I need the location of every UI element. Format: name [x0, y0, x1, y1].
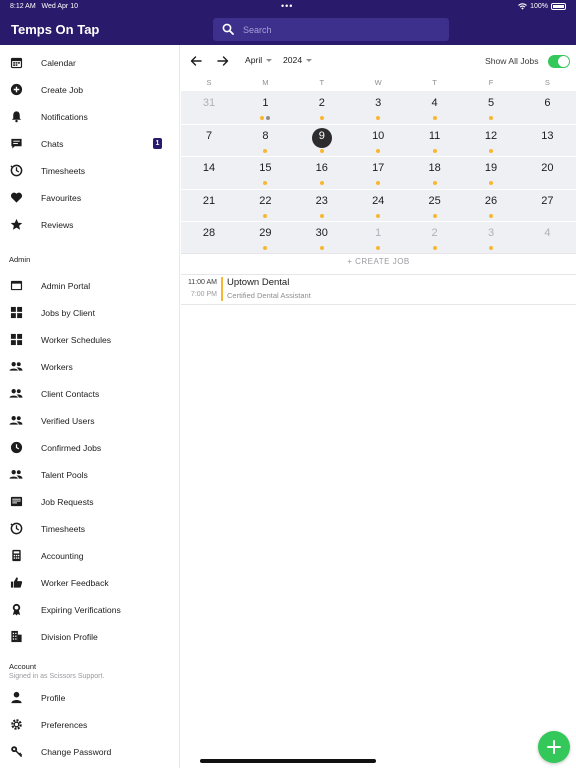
person-icon [9, 691, 23, 705]
arrow-left-icon [190, 55, 202, 67]
sidebar-item-worker-feedback[interactable] [0, 569, 180, 596]
sidebar-item-change-password[interactable] [0, 738, 180, 765]
job-indicators [519, 214, 575, 219]
next-month-button[interactable] [215, 53, 231, 69]
month-select[interactable] [245, 55, 272, 65]
day-number: 2 [431, 227, 438, 239]
day-number: 27 [541, 194, 554, 207]
people-icon [9, 360, 23, 374]
calendar-day[interactable] [181, 221, 237, 253]
toggle-knob [558, 56, 569, 67]
people-icon [9, 414, 23, 428]
calendar-day[interactable] [350, 221, 406, 253]
job-dot [489, 181, 493, 185]
divider [181, 253, 576, 254]
job-indicators [237, 116, 293, 121]
sidebar-item-jobs-by-client[interactable] [0, 299, 180, 326]
weekday-label: W [374, 78, 382, 87]
portal-icon [9, 279, 23, 293]
job-indicators [407, 214, 463, 219]
job-dot [320, 214, 324, 218]
calendar-day[interactable] [294, 189, 350, 221]
job-indicators [350, 149, 406, 154]
day-number: 4 [544, 227, 551, 239]
battery-percent: 100% [530, 3, 548, 10]
day-number: 13 [541, 129, 554, 142]
calendar-day[interactable] [237, 156, 293, 188]
job-indicators [350, 181, 406, 186]
calendar-day[interactable] [463, 221, 519, 253]
year-select[interactable] [283, 55, 312, 65]
sidebar-item-worker-schedules[interactable] [0, 326, 180, 353]
chat-icon [9, 137, 23, 151]
job-indicators [181, 214, 237, 219]
calendar-day-today[interactable] [294, 124, 350, 156]
day-number: 17 [372, 162, 385, 174]
job-indicators [463, 116, 519, 121]
calendar-day[interactable] [407, 189, 463, 221]
signed-in-text: Signed in as Scissors Support. [9, 673, 105, 680]
year-select-value: 2024 [283, 55, 303, 65]
event-end-time: 7:00 PM [190, 291, 217, 298]
weekday-header [181, 78, 576, 92]
battery-icon [551, 3, 566, 10]
day-number: 12 [484, 129, 498, 142]
day-number: 28 [202, 227, 216, 239]
day-number: 20 [541, 162, 554, 174]
job-indicators [519, 116, 575, 121]
show-all-jobs-label: Show All Jobs [485, 56, 539, 66]
divider [181, 304, 576, 305]
sidebar-item-label: Calendar [41, 57, 76, 68]
calendar-day[interactable] [294, 91, 350, 123]
day-number: 19 [484, 162, 498, 174]
sidebar-item-notifications[interactable] [0, 103, 180, 130]
job-dot [433, 246, 437, 250]
sidebar-item-reviews[interactable] [0, 211, 180, 238]
job-dot [489, 246, 493, 250]
clock-icon [9, 441, 23, 455]
job-dot [260, 116, 264, 120]
job-indicators [181, 246, 237, 251]
job-dot [433, 149, 437, 153]
calendar-day[interactable] [350, 91, 406, 123]
day-number: 10 [372, 129, 385, 142]
job-indicators [407, 246, 463, 251]
day-number: 18 [428, 162, 441, 174]
sidebar-item-label: Timesheets [41, 523, 86, 534]
day-number: 24 [372, 194, 385, 207]
plus-icon [547, 740, 561, 754]
day-number: 9 [318, 129, 325, 142]
job-indicators [181, 181, 237, 186]
day-number: 26 [484, 194, 498, 207]
job-dot [263, 181, 267, 185]
timesheet-icon [9, 522, 23, 536]
sidebar-item-chats[interactable] [0, 130, 180, 157]
job-indicators [407, 149, 463, 154]
calendar-day[interactable] [181, 189, 237, 221]
job-dot [376, 116, 380, 120]
create-job-button[interactable]: + CREATE JOB [347, 257, 410, 266]
calendar-day[interactable] [463, 156, 519, 188]
calendar-day[interactable] [519, 156, 575, 188]
job-indicators [519, 246, 575, 251]
job-indicators [237, 149, 293, 154]
sidebar-item-verified-users[interactable] [0, 407, 180, 434]
job-indicators [463, 246, 519, 251]
unread-badge: 1 [153, 138, 162, 149]
job-indicators [294, 149, 350, 154]
day-number: 15 [259, 162, 272, 174]
job-dot [320, 149, 324, 153]
thumbs-icon [9, 576, 23, 590]
day-number: 22 [259, 194, 272, 207]
calendar-view [181, 45, 576, 768]
show-all-jobs-toggle[interactable] [548, 55, 570, 68]
chevron-down-icon [306, 59, 312, 62]
calendar-day[interactable] [407, 156, 463, 188]
calendar-day[interactable] [519, 91, 575, 123]
calendar-day[interactable] [519, 221, 575, 253]
day-number: 8 [262, 129, 269, 142]
sidebar-item-preferences[interactable] [0, 711, 180, 738]
sidebar-item-calendar[interactable] [0, 49, 180, 76]
sidebar-item-label: Division Profile [41, 631, 98, 642]
sidebar-item-label: Preferences [41, 719, 88, 730]
sidebar-item-profile[interactable] [0, 684, 180, 711]
job-indicators [407, 181, 463, 186]
sidebar-item-accounting[interactable] [0, 542, 180, 569]
day-number: 23 [315, 194, 328, 207]
sidebar-item-label: Create Job [41, 84, 84, 95]
calendar-day[interactable] [463, 91, 519, 123]
calendar-day[interactable] [237, 91, 293, 123]
heart-icon [9, 191, 23, 205]
month-grid [181, 91, 576, 253]
event-title: Uptown Dental [227, 277, 290, 288]
job-dot [263, 246, 267, 250]
prev-month-button[interactable] [188, 53, 204, 69]
day-number: 11 [428, 129, 441, 142]
job-indicators [237, 214, 293, 219]
sidebar-item-workers[interactable] [0, 353, 180, 380]
calendar-day[interactable] [519, 189, 575, 221]
people-icon [9, 387, 23, 401]
chevron-down-icon [266, 59, 272, 62]
day-number: 16 [315, 162, 328, 174]
job-dot [376, 181, 380, 185]
app-title: Temps On Tap [11, 22, 100, 37]
search-box[interactable] [213, 18, 449, 41]
status-time: 8:12 AM Wed Apr 10 [10, 3, 78, 10]
calendar-day[interactable] [350, 156, 406, 188]
day-number: 1 [262, 97, 269, 109]
wifi-icon [518, 3, 527, 10]
job-dot [376, 214, 380, 218]
grid-icon [9, 333, 23, 347]
account-section-header: Account [9, 662, 37, 671]
job-indicators [350, 214, 406, 219]
gear-icon [9, 718, 23, 732]
job-indicators [350, 246, 406, 251]
calendar-day[interactable] [181, 156, 237, 188]
event-color-bar [221, 277, 223, 301]
timesheet-icon [9, 164, 23, 178]
weekday-label: S [206, 78, 212, 87]
weekday-label: S [544, 78, 550, 87]
calendar-day[interactable] [237, 189, 293, 221]
job-indicators [294, 181, 350, 186]
sidebar-item-label: Notifications [41, 111, 88, 122]
job-indicators [350, 116, 406, 121]
weekday-label: T [432, 78, 437, 87]
calendar-day[interactable] [237, 221, 293, 253]
sidebar-item-division-profile[interactable] [0, 623, 180, 650]
day-number: 21 [202, 194, 216, 207]
job-dot [489, 214, 493, 218]
sidebar-item-timesheets[interactable] [0, 157, 180, 184]
sidebar-item-label: Expiring Verifications [41, 604, 121, 615]
sidebar-item-label: Chats [41, 138, 64, 149]
multitasking-dots[interactable]: ••• [281, 1, 294, 11]
job-indicators [294, 116, 350, 121]
job-dot [433, 181, 437, 185]
job-dot [376, 246, 380, 250]
calendar-day[interactable] [237, 124, 293, 156]
arrow-right-icon [217, 55, 229, 67]
people-icon [9, 468, 23, 482]
day-number: 3 [375, 97, 382, 109]
sidebar-item-label: Worker Schedules [41, 334, 112, 345]
job-dot [320, 246, 324, 250]
calendar-day[interactable] [294, 221, 350, 253]
job-dot [489, 149, 493, 153]
job-indicators [463, 181, 519, 186]
sidebar-item-label: Change Password [41, 746, 112, 757]
sidebar-item-favourites[interactable] [0, 184, 180, 211]
weekday-label: T [319, 78, 325, 87]
search-icon [222, 23, 234, 35]
job-dot [266, 116, 270, 120]
day-number: 1 [375, 227, 382, 239]
job-dot [433, 214, 437, 218]
inbox-icon [9, 495, 23, 509]
day-number: 29 [259, 227, 272, 239]
sidebar-item-label: Profile [41, 692, 66, 703]
calendar-day[interactable] [407, 221, 463, 253]
job-dot [376, 149, 380, 153]
calendar-day[interactable] [350, 189, 406, 221]
add-job-button[interactable] [538, 731, 570, 763]
calendar-day[interactable] [181, 124, 237, 156]
day-number: 6 [544, 97, 551, 109]
event-subtitle: Certified Dental Assistant [227, 291, 311, 300]
sidebar-item-label: Client Contacts [41, 388, 100, 399]
sidebar-item-label: Confirmed Jobs [41, 442, 102, 453]
sidebar-item-label: Timesheets [41, 165, 86, 176]
job-dot [489, 116, 493, 120]
job-indicators [294, 246, 350, 251]
bell-icon [9, 110, 23, 124]
admin-section-header: Admin [9, 255, 31, 264]
day-number: 2 [318, 97, 325, 109]
job-dot [263, 214, 267, 218]
sidebar-item-job-requests[interactable] [0, 488, 180, 515]
sidebar-item-admin-portal[interactable] [0, 272, 180, 299]
event-start-time: 11:00 AM [187, 279, 217, 286]
sidebar-item-create-job[interactable] [0, 76, 180, 103]
sidebar-item-label: Workers [41, 361, 73, 372]
sidebar-item-label: Accounting [41, 550, 84, 561]
calculator-icon [9, 549, 23, 563]
key-icon [9, 745, 23, 759]
calendar-icon [9, 56, 23, 70]
sidebar-item-confirmed-jobs[interactable] [0, 434, 180, 461]
top-bar [0, 0, 576, 45]
calendar-day[interactable] [407, 124, 463, 156]
job-dot [263, 149, 267, 153]
sidebar-item-timesheets[interactable] [0, 515, 180, 542]
job-indicators [181, 149, 237, 154]
grid-icon [9, 306, 23, 320]
status-indicators [518, 3, 566, 10]
month-select-value: April [245, 55, 263, 65]
day-number: 4 [431, 97, 438, 109]
job-indicators [294, 214, 350, 219]
calendar-day[interactable] [181, 91, 237, 123]
day-number: 31 [202, 97, 216, 109]
job-dot [320, 181, 324, 185]
award-icon [9, 603, 23, 617]
home-indicator [200, 759, 376, 763]
job-indicators [237, 181, 293, 186]
job-indicators [237, 246, 293, 251]
sidebar-item-client-contacts[interactable] [0, 380, 180, 407]
weekday-label: M [262, 78, 269, 87]
job-indicators [519, 181, 575, 186]
divider [181, 274, 576, 275]
calendar-day[interactable] [294, 156, 350, 188]
sidebar-item-label: Verified Users [41, 415, 95, 426]
sidebar-item-label: Worker Feedback [41, 577, 109, 588]
building-icon [9, 630, 23, 644]
calendar-day[interactable] [407, 91, 463, 123]
weekday-label: F [488, 78, 494, 87]
calendar-day[interactable] [463, 124, 519, 156]
sidebar-item-label: Talent Pools [41, 469, 88, 480]
job-indicators [463, 149, 519, 154]
sidebar-item-label: Jobs by Client [41, 307, 95, 318]
star-icon [9, 218, 23, 232]
day-number: 5 [487, 97, 495, 109]
job-indicators [407, 116, 463, 121]
sidebar-item-expiring-verifications[interactable] [0, 596, 180, 623]
day-number: 25 [428, 194, 441, 207]
calendar-day[interactable] [463, 189, 519, 221]
day-number: 3 [487, 227, 495, 239]
day-number: 30 [315, 227, 328, 239]
day-number: 14 [202, 162, 216, 174]
sidebar-item-label: Favourites [41, 192, 82, 203]
calendar-day[interactable] [350, 124, 406, 156]
day-number: 7 [205, 129, 213, 142]
job-indicators [519, 149, 575, 154]
sidebar-item-label: Job Requests [41, 496, 94, 507]
job-indicators [463, 214, 519, 219]
sidebar-item-talent-pools[interactable] [0, 461, 180, 488]
search-input[interactable] [243, 20, 439, 39]
sidebar-item-label: Reviews [41, 219, 74, 230]
sidebar-item-label: Admin Portal [41, 280, 91, 291]
job-indicators [181, 116, 237, 121]
sidebar [0, 45, 180, 768]
job-dot [320, 116, 324, 120]
plus-circle-icon [9, 83, 23, 97]
calendar-day[interactable] [519, 124, 575, 156]
job-dot [433, 116, 437, 120]
